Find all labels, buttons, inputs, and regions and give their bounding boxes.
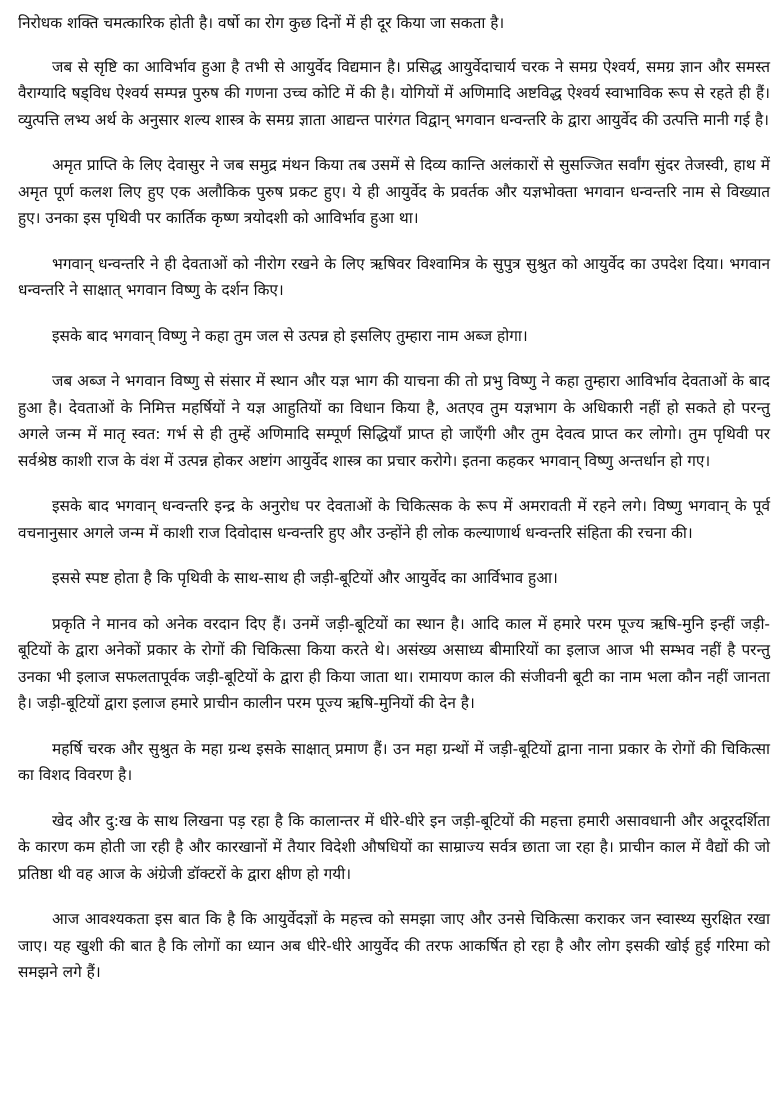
paragraph-1: निरोधक शक्ति चमत्कारिक होती है। वर्षो का रोग कुछ दिनों में ही दूर किया जा सकता है। [18, 14, 505, 32]
paragraph-4: भगवान् धन्वन्तरि ने ही देवताओं को नीरोग रखने के लिए ऋषिवर विश्वामित्र के सुपुत्र सुश्रुत को आयुर्वेद का उपदेश दिया। भगवान धन्वन्तरि ने साक्षात् भगवान विष्णु के दर्शन किए। [18, 254, 770, 299]
paragraph-12: आज आवश्यकता इस बात कि है कि आयुर्वेदज्ञों के महत्त्व को समझा जाए और उनसे चिकित्सा कराकर जन स्वास्थ्य सुरक्षित रखा जाए। यह खुशी की बात है कि लोगों का ध्यान अब धीरे-धीरे आयुर्वेद की तरफ आकर्षित हो रहा है और लोग इसकी खोई हुई गरिमा को समझने लगे हैं। [18, 910, 770, 981]
paragraph-7: इसके बाद भगवान् धन्वन्तरि इन्द्र के अनुरोध पर देवताओं के चिकित्सक के रूप में अमरावती में रहने लगे। विष्णु भगवान् के पूर्व वचनानुसार अगले जन्म में काशी राज दिवोदास धन्वन्तरि हुए और उन्होंने ही लोक कल्याणार्थ धन्वन्तरि संहिता की रचना की। [18, 497, 770, 542]
paragraph-8: इससे स्पष्ट होता है कि पृथिवी के साथ-साथ ही जड़ी-बूटियों और आयुर्वेद का आर्विभाव हुआ। [52, 569, 558, 587]
paragraph-6: जब अब्ज ने भगवान विष्णु से संसार में स्थान और यज्ञ भाग की याचना की तो प्रभु विष्णु ने कहा तुम्हारा आविर्भाव देवताओं के बाद हुआ है। देवताओं के निमित्त महर्षियों ने यज्ञ आहुतियों का विधान किया है, अतएव तुम यज्ञभाग के अधिकारी नहीं हो सकते हो परन्तु अगले जन्म में मातृ स्वत: गर्भ से ही तुम्हें अणिमादि सम्पूर्ण सिद्धियाँ प्राप्त हो जाएँगी और तुम देवत्व प्राप्त कर लोगो। तुम पृथिवी पर सर्वश्रेष्ठ काशी राज के वंश में उत्पन्न होकर अष्टांग आयुर्वेद शास्त्र का प्रचार करोगे। इतना कहकर भगवान् विष्णु अन्तर्धान हो गए। [18, 372, 770, 470]
paragraph-9: प्रकृति ने मानव को अनेक वरदान दिए हैं। उनमें जड़ी-बूटियों का स्थान है। आदि काल में हमारे परम पूज्य ऋषि-मुनि इन्हीं जड़ी-बूटियों के द्वारा अनेकों प्रकार के रोगों की चिकित्सा किया करते थे। असंख्य असाध्य बीमारियों का इलाज आज भी सम्भव नहीं है परन्तु उनका भी इलाज सफलतापूर्वक जड़ी-बूटियों के द्वारा ही किया जाता था। रामायण काल की संजीवनी बूटी का नाम भला कौन नहीं जानता है। जड़ी-बूटियों द्वारा इलाज हमारे प्राचीन कालीन परम पूज्य ऋषि-मुनियों की देन है। [18, 614, 770, 712]
paragraph-11: खेद और दु:ख के साथ लिखना पड़ रहा है कि कालान्तर में धीरे-धीरे इन जड़ी-बूटियों की महत्ता हमारी असावधानी और अदूरदर्शिता के कारण कम होती जा रही है और कारखानों में तैयार विदेशी औषधियों का साम्राज्य सर्वत्र छाता जा रहा है। प्राचीन काल में वैद्यों की जो प्रतिष्ठा थी वह आज के अंग्रेजी डॉक्टरों के द्वारा क्षीण हो गयी। [18, 811, 770, 883]
paragraph-5: इसके बाद भगवान् विष्णु ने कहा तुम जल से उत्पन्न हो इसलिए तुम्हारा नाम अब्ज होगा। [52, 326, 528, 345]
paragraph-3: अमृत प्राप्ति के लिए देवासुर ने जब समुद्र मंथन किया तब उसमें से दिव्य कान्ति अलंकारों से सुसज्जित सर्वांग सुंदर तेजस्वी, हाथ में अमृत पूर्ण कलश लिए हुए एक अलौकिक पुरुष प्रकट हुए। ये ही आयुर्वेद के प्रवर्तक और यज्ञभोक्ता भगवान धन्वन्तरि नाम से विख्यात हुए। उनका इस पृथिवी पर कार्तिक कृष्ण त्रयोदशी को आविर्भाव हुआ था। [18, 156, 770, 227]
paragraph-2: जब से सृष्टि का आविर्भाव हुआ है तभी से आयुर्वेद विद्यमान है। प्रसिद्ध आयुर्वेदाचार्य चरक ने समग्र ऐश्वर्य, समग्र ज्ञान और समस्त वैराग्यादि षड्विध ऐश्वर्य सम्पन्न पुरुष की गणना उच्च कोटि में की है। योगियों में अणिमादि अष्टविद्ध ऐश्वर्य स्वाभाविक रूप से रहते ही हैं। व्युत्पत्ति लभ्य अर्थ के अनुसार शल्य शास्त्र के समग्र ज्ञाता आद्यन्त पारंगत विद्वान् भगवान धन्वन्तरि के द्वारा आयुर्वेद की उत्पत्ति मानी गई है। [18, 57, 770, 129]
paragraph-10: महर्षि चरक और सुश्रुत के महा ग्रन्थ इसके साक्षात् प्रमाण हैं। उन महा ग्रन्थों में जड़ी-बूटियों द्वाना नाना प्रकार के रोगों की चिकित्सा का विशद विवरण है। [18, 739, 770, 784]
